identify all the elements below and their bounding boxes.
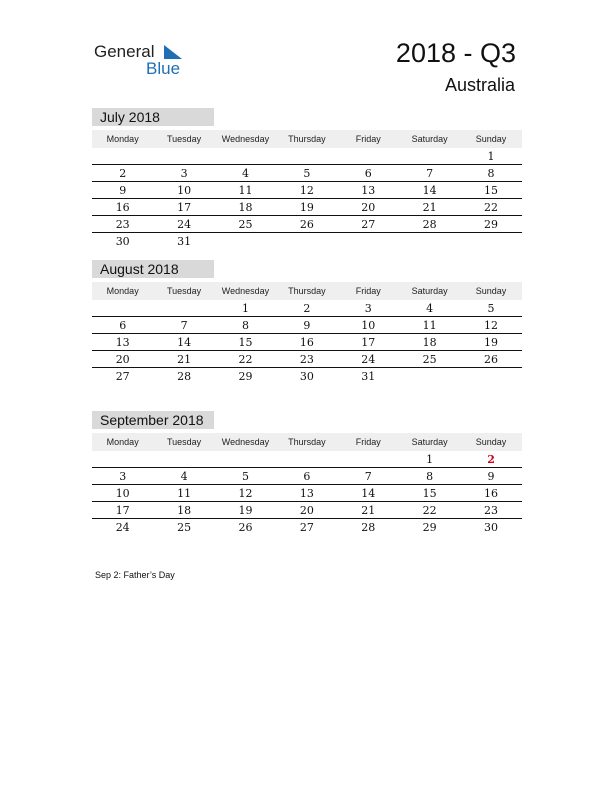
weekday-label: Tuesday (166, 134, 202, 144)
day-cell: 6 (364, 167, 372, 180)
month-calendar-july (92, 108, 522, 249)
week-row (92, 165, 522, 182)
week-row (92, 519, 522, 535)
day-cell: 13 (299, 487, 314, 500)
weekday-label: Saturday (411, 437, 448, 447)
weekday-label: Wednesday (221, 134, 270, 144)
day-cell: 10 (177, 184, 192, 197)
day-cell: 16 (115, 201, 130, 214)
day-cell: 9 (119, 184, 127, 197)
month-title: July 2018 (92, 108, 214, 126)
logo-triangle-icon (164, 45, 182, 59)
day-cell (460, 368, 521, 385)
month-title: August 2018 (92, 260, 214, 278)
day-cell: 18 (177, 504, 192, 517)
day-cell (92, 300, 153, 317)
weekday-label: Wednesday (221, 437, 270, 447)
weekday-label: Monday (106, 437, 139, 447)
day-cell: 13 (361, 184, 376, 197)
day-cell: 19 (299, 201, 314, 214)
week-row (92, 368, 522, 384)
day-cell: 26 (484, 353, 499, 366)
day-cell: 7 (426, 167, 434, 180)
day-cell: 3 (180, 167, 188, 180)
day-cell: 14 (177, 336, 192, 349)
day-cell: 1 (426, 453, 434, 466)
day-cell: 27 (115, 370, 130, 383)
day-cell: 20 (115, 353, 130, 366)
day-cell (153, 300, 214, 317)
weekday-label: Tuesday (166, 286, 202, 296)
week-row (92, 485, 522, 502)
day-cell: 6 (119, 319, 127, 332)
day-cell: 4 (180, 470, 188, 483)
week-rows (92, 300, 522, 384)
day-cell: 23 (484, 504, 499, 517)
day-cell: 5 (303, 167, 311, 180)
month-calendar-august (92, 260, 522, 384)
week-row (92, 451, 522, 468)
weekday-label: Monday (106, 134, 139, 144)
holiday-note: Sep 2: Father’s Day (95, 570, 175, 580)
day-cell: 8 (241, 319, 249, 332)
day-cell: 12 (299, 184, 314, 197)
day-cell (215, 148, 276, 165)
week-row (92, 300, 522, 317)
day-cell: 25 (177, 521, 192, 534)
day-cell: 6 (303, 470, 311, 483)
week-row (92, 233, 522, 249)
month-calendar-september (92, 411, 522, 535)
day-cell: 22 (484, 201, 499, 214)
day-cell: 19 (484, 336, 499, 349)
day-cell: 28 (177, 370, 192, 383)
weekday-label: Saturday (411, 134, 448, 144)
day-cell: 13 (115, 336, 130, 349)
day-cell: 17 (361, 336, 376, 349)
month-title: September 2018 (92, 411, 214, 429)
day-cell: 29 (422, 521, 437, 534)
day-cell (215, 233, 276, 250)
day-cell: 16 (299, 336, 314, 349)
weekday-header (92, 130, 522, 148)
day-cell (215, 451, 276, 468)
day-cell: 16 (484, 487, 499, 500)
day-cell: 20 (299, 504, 314, 517)
weekday-label: Friday (355, 134, 381, 144)
day-cell: 11 (422, 319, 437, 332)
day-cell (399, 148, 460, 165)
weekday-header (92, 282, 522, 300)
day-cell: 29 (238, 370, 253, 383)
day-cell: 18 (422, 336, 437, 349)
day-cell: 2 (303, 302, 311, 315)
day-cell: 25 (422, 353, 437, 366)
weekday-label: Sunday (475, 134, 507, 144)
day-cell: 15 (238, 336, 253, 349)
week-row (92, 182, 522, 199)
day-cell: 7 (364, 470, 372, 483)
day-cell: 5 (487, 302, 495, 315)
day-cell: 12 (484, 319, 499, 332)
day-cell: 26 (238, 521, 253, 534)
day-cell: 30 (484, 521, 499, 534)
day-cell: 10 (361, 319, 376, 332)
day-cell: 8 (426, 470, 434, 483)
weekday-label: Sunday (475, 437, 507, 447)
day-cell: 12 (238, 487, 253, 500)
week-row (92, 216, 522, 233)
week-rows (92, 148, 522, 249)
day-cell: 24 (361, 353, 376, 366)
weekday-label: Sunday (475, 286, 507, 296)
day-cell: 3 (364, 302, 372, 315)
day-cell: 28 (422, 218, 437, 231)
weekday-label: Friday (355, 437, 381, 447)
day-cell: 30 (299, 370, 314, 383)
day-cell: 7 (180, 319, 188, 332)
day-cell: 4 (426, 302, 434, 315)
day-cell (153, 148, 214, 165)
day-cell: 11 (238, 184, 253, 197)
weekday-label: Friday (355, 286, 381, 296)
day-cell: 15 (484, 184, 499, 197)
weekday-label: Tuesday (166, 437, 202, 447)
day-cell (338, 148, 399, 165)
day-cell: 20 (361, 201, 376, 214)
week-row (92, 199, 522, 216)
day-cell: 23 (299, 353, 314, 366)
day-cell: 3 (119, 470, 127, 483)
day-cell: 22 (238, 353, 253, 366)
day-cell: 19 (238, 504, 253, 517)
day-cell: 24 (115, 521, 130, 534)
day-cell: 18 (238, 201, 253, 214)
day-cell: 26 (299, 218, 314, 231)
day-cell: 14 (361, 487, 376, 500)
day-cell: 29 (484, 218, 499, 231)
day-cell: 1 (241, 302, 249, 315)
day-cell: 14 (422, 184, 437, 197)
country-label: Australia (444, 75, 515, 95)
day-cell (276, 148, 337, 165)
day-cell: 17 (115, 504, 130, 517)
day-cell: 21 (422, 201, 437, 214)
day-cell: 11 (177, 487, 192, 500)
logo-text-blue: Blue (146, 59, 181, 78)
day-cell: 9 (303, 319, 311, 332)
day-cell (338, 451, 399, 468)
week-row (92, 468, 522, 485)
day-cell (460, 233, 521, 250)
day-cell (92, 451, 153, 468)
day-cell (399, 233, 460, 250)
day-cell: 8 (487, 167, 495, 180)
day-cell: 10 (115, 487, 130, 500)
day-cell: 9 (487, 470, 495, 483)
day-cell: 25 (238, 218, 253, 231)
day-cell: 4 (241, 167, 249, 180)
week-row (92, 351, 522, 368)
day-cell: 5 (241, 470, 249, 483)
week-row (92, 502, 522, 519)
weekday-label: Thursday (288, 437, 326, 447)
day-cell: 31 (177, 235, 192, 248)
day-cell: 27 (361, 218, 376, 231)
week-rows (92, 451, 522, 535)
day-cell: 17 (177, 201, 192, 214)
day-cell (276, 233, 337, 250)
day-cell (399, 368, 460, 385)
day-cell: 24 (177, 218, 192, 231)
weekday-label: Thursday (288, 134, 326, 144)
week-row (92, 317, 522, 334)
day-cell: 1 (487, 150, 495, 163)
day-cell: 15 (422, 487, 437, 500)
day-cell: 21 (361, 504, 376, 517)
day-cell: 31 (361, 370, 376, 383)
day-cell: 28 (361, 521, 376, 534)
day-cell (153, 451, 214, 468)
page-title: 2018 - Q3 (395, 38, 516, 68)
day-cell: 30 (115, 235, 130, 248)
weekday-label: Wednesday (221, 286, 270, 296)
logo-text-general: General (94, 42, 155, 61)
day-cell: 23 (115, 218, 130, 231)
day-cell: 2 (119, 167, 127, 180)
day-cell (338, 233, 399, 250)
weekday-label: Monday (106, 286, 139, 296)
day-cell (92, 148, 153, 165)
weekday-header (92, 433, 522, 451)
day-cell: 2 (487, 453, 495, 466)
day-cell: 27 (299, 521, 314, 534)
day-cell: 22 (422, 504, 437, 517)
general-blue-logo (94, 42, 204, 78)
week-row (92, 334, 522, 351)
week-row (92, 148, 522, 165)
weekday-label: Saturday (411, 286, 448, 296)
day-cell: 21 (177, 353, 192, 366)
day-cell (276, 451, 337, 468)
weekday-label: Thursday (288, 286, 326, 296)
